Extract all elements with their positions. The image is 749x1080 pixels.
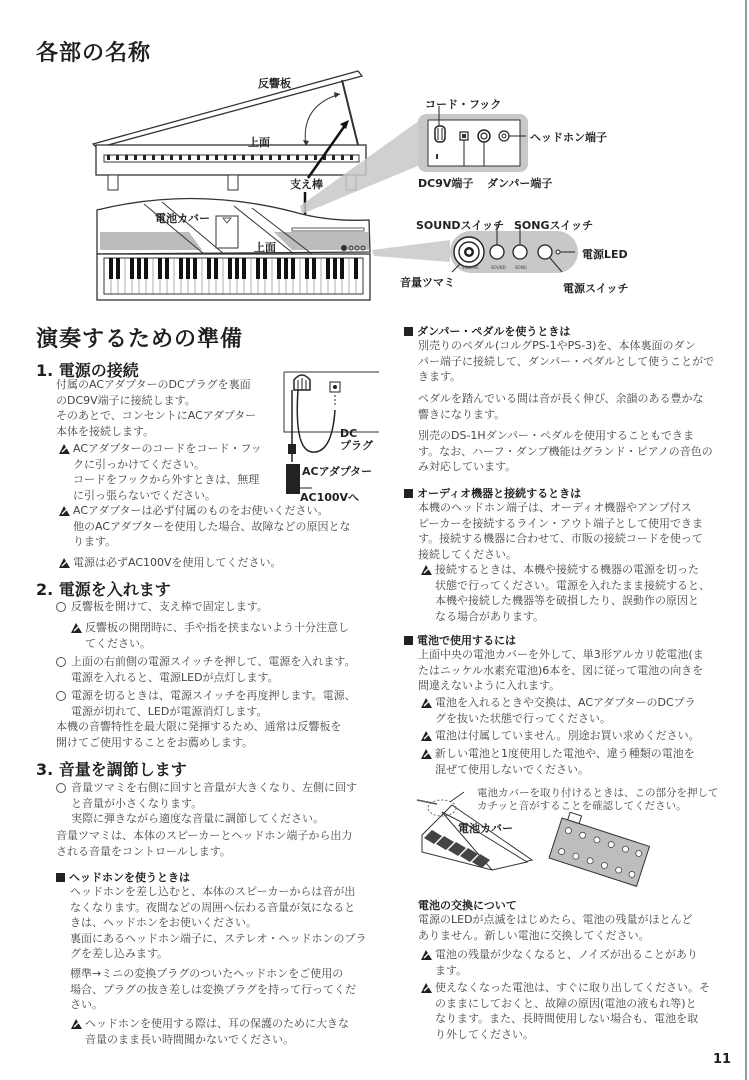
square-bullet-icon [56,873,65,882]
step1-body: 付属のACアダプターのDCプラグを裏面 のDC9V端子に接続します。 そのあとで、コンセントにACアダプター 本体を接続します。 [56,378,257,438]
warning-icon [420,564,433,576]
warning-icon [420,949,433,961]
headphones-paragraph-2: 標準→ミニの変換プラグのついたヘッドホンをご使用の 場合、プラグの抜き差しは変換プラグを持って行ってくだ さい。 [70,967,356,1011]
step3-note: 音量ツマミは、本体のスピーカーとヘッドホン端子から出力 される音量をコントロールします。 [56,829,353,858]
warning-icon [420,748,433,760]
step1-warning-3: 電源は必ずAC100Vを使用してください。 [58,555,378,571]
label-support-rod: 支え棒 [290,178,323,191]
control-panel-diagram [450,228,580,278]
battery-warning-1: 電池を入れるときや交換は、ACアダプターのDCプラ グを抜いた状態で行ってください。 [420,695,742,726]
battery-warning-2: 電池は付属していません。別途お買い求めください。 [420,728,742,744]
step2-note: 本機の音響特性を最大限に発揮するため、通常は反響板を 開けてご使用することをお薦めします。 [56,720,342,749]
battery-replace-warning-1: 電池の残量が少なくなると、ノイズが出ることがあり ます。 [420,947,742,978]
warning-icon [58,557,71,569]
step2-bullet-3: 電源を切るときは、電源スイッチを再度押します。電源、 電源が切れて、LEDが電源消灯します。 [56,688,391,719]
label-sound-switch: SOUNDスイッチ [416,219,505,232]
parts-section-title: 各部の名称 [36,41,152,66]
warning-icon [420,982,433,994]
label-ac100v: AC100Vへ [300,491,360,504]
callout-beams [0,0,749,320]
battery-warning-3: 新しい電池と1度使用した電池や、違う種類の電池を 混ぜて使用しないでください。 [420,746,742,777]
label-volume-knob: 音量ツマミ [400,276,455,289]
label-power-led: 電源LED [582,248,628,261]
warning-icon [70,1018,83,1030]
warning-icon [420,730,433,742]
step1-warning-1: ACアダプターのコードをコード・フッ クに引っかけてください。 コードをフックから外すときは、無理 に引っ張らないでください。 [58,441,280,503]
step2-bullet-1: 反響板を開けて、支え棒で固定します。 [56,599,386,615]
label-ac-adapter: ACアダプター [302,465,373,478]
label-battery-cover: 電池カバー [155,212,210,225]
step3-heading: 3. 音量を調節します [36,760,187,779]
step2-heading: 2. 電源を入れます [36,580,171,599]
circle-bullet-icon [56,657,66,667]
label-reflector: 反響板 [258,77,291,90]
warning-icon [70,622,83,634]
step2-bullet-2: 上面の右前側の電源スイッチを押して、電源を入れます。 電源を入れると、電源LEDが点灯します。 [56,654,391,685]
label-power-switch: 電源スイッチ [563,282,629,295]
label-headphone-jack: ヘッドホン端子 [530,131,607,144]
damper-paragraph-2: ペダルを踏んでいる間は音が長く伸び、余韻のある豊かな 響きになります。 [418,392,704,421]
battery-diagram-note: 電池カバーを取り付けるときは、この部分を押して カチッと音がすることを確認してください。 [477,787,719,812]
label-battery-cover-diagram: 電池カバー [458,822,513,835]
warning-icon [58,443,71,455]
circle-bullet-icon [56,691,66,701]
headphones-warning: ヘッドホンを使用する際は、耳の保護のために大きな 音量のまま長い時間聞かないでください。 [70,1016,390,1047]
damper-paragraph-3: 別売のDS-1Hダンパー・ペダルを使用することもできま す。なお、ハーフ・ダンプ機能はグランド・ピアノの音色の み対応しています。 [418,429,713,473]
label-cord-hook: コード・フック [425,98,502,111]
audio-warning: 接続するときは、本機や接続する機器の電源を切った 状態で行ってください。電源を入れたまま接続すると、 本機や接続した機器等を破損したり、誤動作の原因と なる場合があります。 [420,562,742,624]
label-top-surface-upper: 上面 [248,136,270,149]
rear-panel-diagram [418,114,528,172]
damper-paragraph-1: 別売りのペダル(コルグPS-1やPS-3)を、本体裏面のダン パー端子に接続して、ダンパー・ペダルとして使うことがで きます。 [418,339,715,383]
tiny-label-volume: VOLUME [462,265,479,270]
headphones-paragraph-1: ヘッドホンを差し込むと、本体のスピーカーからは音が出 なくなります。夜間などの周囲へ伝わる音量が気になると きは、ヘッドホンをお使いください。 裏面にあるヘッドホン端子に、ステレオ・ヘッドホンのプラ グを差し込みます。 [70,885,367,960]
tiny-label-song: SONG [515,265,527,270]
label-dc-plug: DC プラグ [340,427,373,452]
label-damper-jack: ダンパー端子 [487,177,553,190]
square-bullet-icon [404,636,413,645]
headphones-heading: ヘッドホンを使うときは [56,869,190,885]
label-top-surface-lower: 上面 [254,241,276,254]
warning-icon [420,697,433,709]
square-bullet-icon [404,489,413,498]
damper-heading: ダンパー・ペダルを使うときは [404,323,570,339]
circle-bullet-icon [56,783,66,793]
label-dc9v-jack: DC9V端子 [418,177,474,190]
page-number: 11 [713,1052,732,1067]
label-song-switch: SONGスイッチ [514,219,594,232]
battery-replace-heading: 電池の交換について [418,899,517,912]
warning-icon [58,505,71,517]
square-bullet-icon [404,327,413,336]
battery-heading: 電池で使用するには [404,632,516,648]
circle-bullet-icon [56,602,66,612]
battery-replace-warning-2: 使えなくなった電池は、すぐに取り出してください。そ のままにしておくと、故障の原因(電池の液もれ等)と なります。また、長時間使用しない場合も、電池を取 り外してください。 [420,980,742,1042]
tiny-label-sound: SOUND [491,265,506,270]
step3-bullet: 音量ツマミを右側に回すと音量が大きくなり、左側に回す と音量が小さくなります。 実際に弾きながら適度な音量に調節してください。 [56,780,391,827]
audio-heading: オーディオ機器と接続するときは [404,485,581,501]
step1-warning-2: ACアダプターは必ず付属のものをお使いください。 他のACアダプターを使用した場合、故障などの原因とな ります。 [58,503,378,550]
battery-replace-paragraph: 電源のLEDが点滅をはじめたら、電池の残量がほとんど ありません。新しい電池に交換してください。 [418,913,693,942]
battery-paragraph: 上面中央の電池カバーを外して、単3形アルカリ乾電池(ま たはニッケル水素充電池)6本を、図に従って電池の向きを 間違えないように入れます。 [418,648,704,692]
audio-paragraph: 本機のヘッドホン端子は、オーディオ機器やアンプ付ス ピーカーを接続するライン・アウト端子として使用できま す。接続する機器に合わせて、市販の接続コードを使って 接続してください。 [418,501,704,561]
step1-heading: 1. 電源の接続 [36,361,139,380]
prep-section-title: 演奏するための準備 [36,327,244,352]
step2-warning: 反響板の開閉時に、手や指を挟まないよう十分注意し てください。 [70,620,388,651]
